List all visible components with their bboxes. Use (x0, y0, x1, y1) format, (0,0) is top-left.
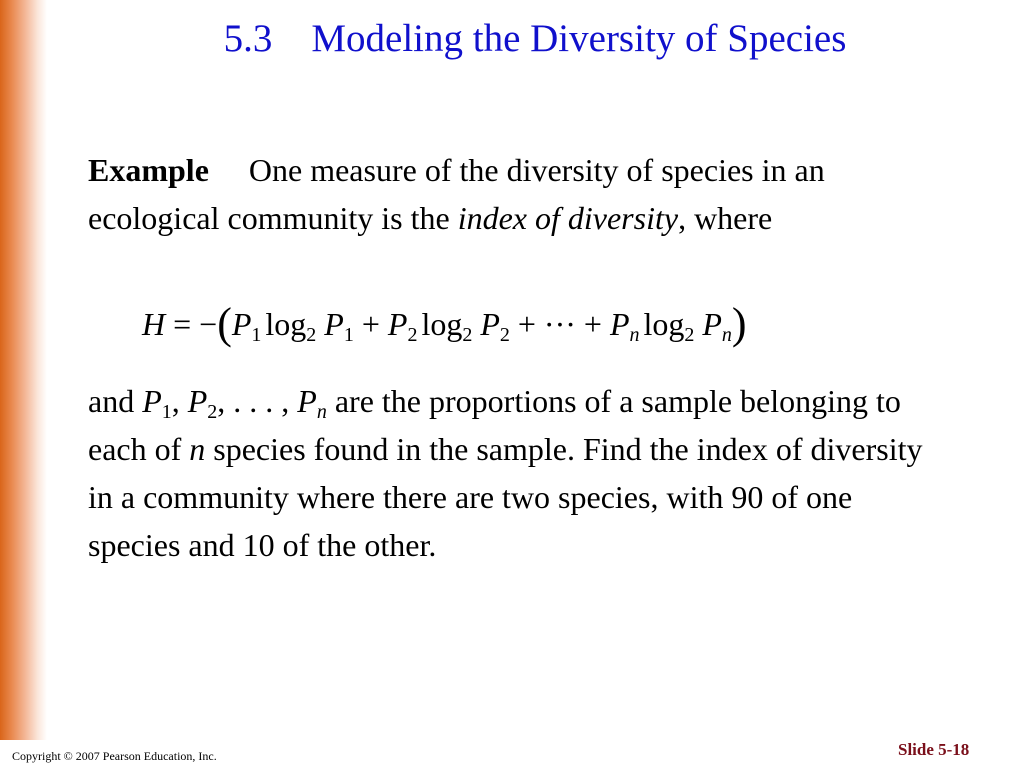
formula-log-base: 2 (684, 324, 695, 346)
definition-paragraph (88, 377, 928, 569)
formula-p: P (480, 306, 500, 342)
formula-p: P (387, 306, 408, 342)
copyright-footer: Copyright © 2007 Pearson Education, Inc. (12, 749, 217, 763)
formula-p: P (609, 306, 630, 342)
formula-log: log (265, 306, 307, 342)
para2-and: and (88, 383, 143, 419)
formula-log: log (421, 306, 463, 342)
diversity-formula (142, 298, 747, 354)
para2-text-c: species found in the sample. Find the index of diversity in a community where there are two species, with 90 of one species and 10 of the other. (88, 431, 923, 563)
formula-left-paren: ( (217, 299, 232, 348)
index-of-diversity-term: index of diversity (457, 200, 679, 236)
p-variable: P (297, 383, 317, 419)
formula-plus: + (517, 306, 536, 342)
example-paragraph (88, 146, 928, 242)
formula-sub: n (629, 324, 640, 346)
formula-p: P (231, 306, 252, 342)
p-subscript: 2 (207, 401, 218, 423)
left-accent-bar (0, 0, 47, 740)
formula-equals: = (173, 306, 192, 342)
formula-h: H (142, 306, 166, 342)
formula-plus: + (361, 306, 380, 342)
formula-log: log (643, 306, 685, 342)
example-text-a: One measure of the diversity of species in an ecological community is the (88, 152, 825, 236)
p-variable: P (142, 383, 162, 419)
n-variable: n (189, 431, 206, 467)
formula-sub: 1 (251, 324, 262, 346)
formula-p: P (324, 306, 344, 342)
p-subscript: 1 (161, 401, 172, 423)
formula-sub: 1 (343, 324, 354, 346)
example-text-b: , where (678, 200, 773, 236)
example-label: Example (88, 152, 209, 188)
slide-number: Slide 5-18 (898, 740, 970, 759)
para2-comma: , (171, 383, 188, 419)
p-subscript: n (316, 401, 327, 423)
formula-log-base: 2 (306, 324, 317, 346)
p-variable: P (187, 383, 208, 419)
formula-p: P (702, 306, 722, 342)
formula-sub: 2 (499, 324, 510, 346)
formula-sub: n (721, 324, 732, 346)
formula-right-paren: ) (731, 299, 747, 348)
formula-sub: 2 (407, 324, 418, 346)
formula-plus: + (583, 306, 602, 342)
para2-ellipsis: , . . . , (217, 383, 298, 419)
para2-text-b: are the proportions of a sample belonging to each of (88, 383, 901, 467)
slide-title: 5.3 Modeling the Diversity of Species (223, 17, 847, 60)
formula-dots: ··· (543, 306, 576, 342)
formula-log-base: 2 (462, 324, 473, 346)
formula-minus: − (199, 306, 218, 342)
